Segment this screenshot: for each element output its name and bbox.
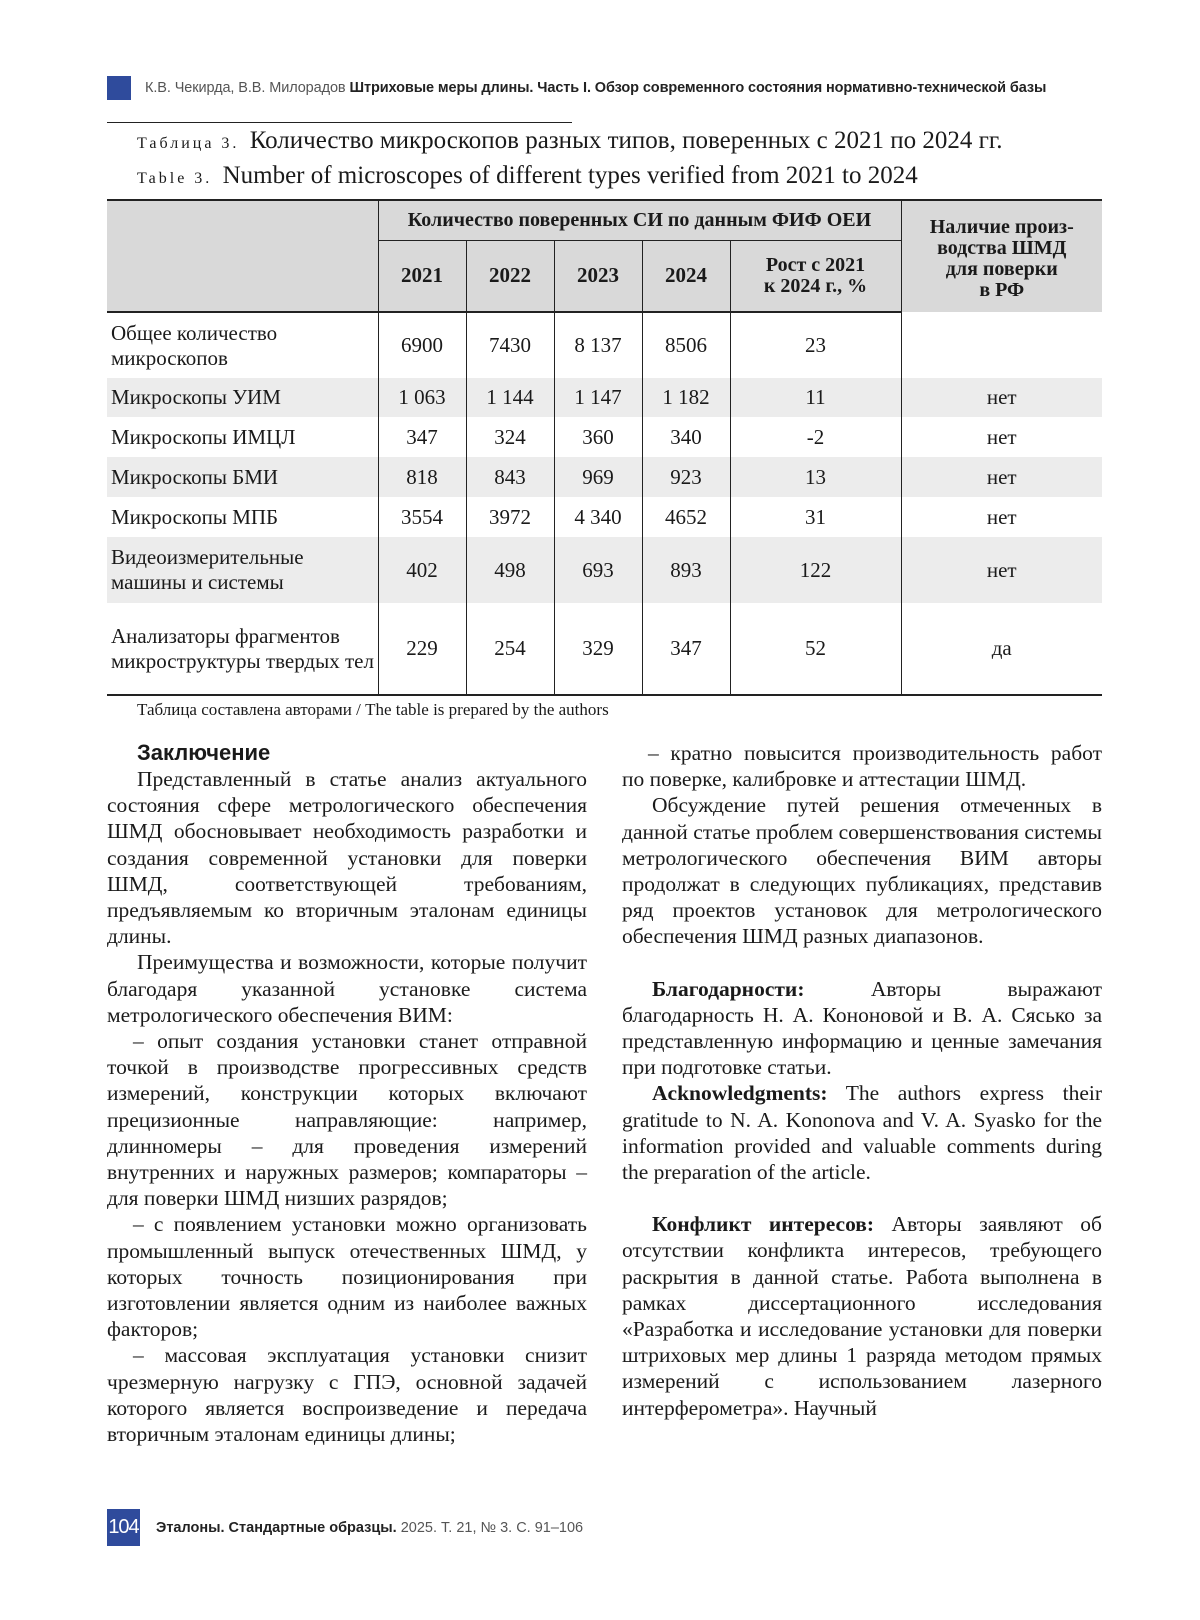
microscopes-table — [107, 199, 1102, 696]
cell-2021: 818 — [378, 457, 466, 497]
cell-2021: 229 — [378, 603, 466, 695]
footer-citation — [156, 1520, 583, 1536]
group-header: Количество поверенных СИ по данным ФИФ ОЕИ — [378, 200, 901, 240]
cell-production: нет — [901, 457, 1102, 497]
cell-2023: 8 137 — [554, 312, 642, 378]
cell-growth: 52 — [730, 603, 901, 695]
cell-2024: 347 — [642, 603, 730, 695]
row-name: Видеоизмерительные машины и системы — [107, 537, 378, 603]
cell-growth: 122 — [730, 537, 901, 603]
section-title-conclusion: Заключение — [137, 740, 271, 765]
cell-production: нет — [901, 537, 1102, 603]
left-column — [107, 740, 587, 1447]
right-column — [622, 740, 1102, 1421]
table-row — [107, 457, 1102, 497]
growth-header-line: Рост с 2021 — [765, 253, 866, 276]
cell-2022: 843 — [466, 457, 554, 497]
row-name: Микроскопы ИМЦЛ — [111, 424, 296, 449]
caption-text-ru: Количество микроскопов разных типов, поверенных с 2021 по 2024 гг. — [249, 127, 1003, 154]
row-name: Микроскопы УИМ — [107, 378, 378, 417]
paragraph: Обсуждение путей решения отмеченных в данной статье проблем совершенствования системы метрологического обеспечения ВИМ авторы продолжат в следующих публикациях, представив ряд проектов установок для метрологического обеспечения ШМД разных диапазонов. — [622, 793, 1102, 949]
header-divider — [107, 122, 572, 123]
cell-2023: 360 — [554, 417, 642, 457]
production-header-line: водства ШМД — [937, 236, 1067, 259]
acknowledgements-ru-label: Благодарности: — [652, 976, 805, 1001]
table-row — [107, 312, 1102, 378]
citation-details: 2025. Т. 21, № 3. С. 91–106 — [396, 1519, 584, 1536]
acknowledgements-ru — [622, 976, 1102, 1081]
table-row — [107, 537, 1102, 603]
table-row — [107, 417, 1102, 457]
table-row — [107, 378, 1102, 417]
production-header-line: Наличие произ- — [929, 215, 1074, 238]
cell-2023: 1 147 — [554, 378, 642, 417]
caption-text-en: Number of microscopes of different types verified from 2021 to 2024 — [222, 162, 918, 189]
cell-growth: 13 — [730, 457, 901, 497]
cell-production: да — [901, 603, 1102, 695]
cell-2021: 6900 — [378, 312, 466, 378]
cell-2021: 402 — [378, 537, 466, 603]
year-header-2023: 2023 — [554, 240, 642, 312]
page-number: 104 — [107, 1509, 140, 1546]
growth-header — [730, 240, 901, 312]
table-row — [107, 603, 1102, 695]
conflict-label: Конфликт интересов: — [652, 1212, 875, 1237]
cell-2024: 893 — [642, 537, 730, 603]
list-item: – массовая эксплуатация установки снизит чрезмерную нагрузку с ГПЭ, основной задачей которого является воспроизведение и передача вторичным эталонам единицы длины; — [107, 1343, 587, 1447]
table-row — [107, 497, 1102, 537]
cell-2023: 969 — [554, 457, 642, 497]
cell-2021: 347 — [378, 417, 466, 457]
growth-header-line: к 2024 г., % — [763, 274, 868, 297]
caption-label-ru: Таблица 3. — [137, 135, 240, 152]
cell-2021: 3554 — [378, 497, 466, 537]
cell-growth: 11 — [730, 378, 901, 417]
cell-2022: 1 144 — [466, 378, 554, 417]
page-footer — [107, 1509, 583, 1546]
cell-growth: -2 — [730, 417, 901, 457]
header-article-title: Штриховые меры длины. Часть I. Обзор современного состояния нормативно-технической базы — [349, 80, 1047, 96]
corner-header-cell — [107, 200, 378, 312]
cell-2022: 498 — [466, 537, 554, 603]
caption-label-en: Table 3. — [137, 170, 213, 187]
year-header-2021: 2021 — [378, 240, 466, 312]
acknowledgements-ru-text: Авторы выражают благодарность Н. А. Кононовой и В. А. Сясько за представленную информацию и ценные замечания при подготовке статьи. — [622, 976, 1102, 1080]
cell-2024: 4652 — [642, 497, 730, 537]
header-authors: К.В. Чекирда, В.В. Милорадов — [145, 80, 346, 96]
table-caption-ru — [137, 127, 1003, 155]
production-header — [901, 200, 1102, 312]
cell-2023: 329 — [554, 603, 642, 695]
paragraph: Представленный в статье анализ актуального состояния сфере метрологического обеспечения ШМД обосновывает необходимость разработки и создания современной установки для поверки ШМД, соответствующей требованиям, предъявляемым ко вторичным эталонам единицы длины. — [107, 767, 587, 949]
list-item: – с появлением установки можно организовать промышленный выпуск отечественных ШМД, у которых точность позиционирования при изготовлении является одним из наиболее важных факторов; — [107, 1212, 587, 1342]
table-source-note: Таблица составлена авторами / The table is prepared by the authors — [137, 700, 609, 719]
cell-production: нет — [901, 378, 1102, 417]
acknowledgements-en — [622, 1080, 1102, 1185]
table-caption-en — [137, 162, 918, 190]
production-header-line: для поверки — [945, 257, 1058, 280]
cell-2022: 254 — [466, 603, 554, 695]
row-name: Общее количество микроскопов — [111, 320, 278, 370]
row-name: Микроскопы МПБ — [111, 504, 279, 529]
cell-2021: 1 063 — [378, 378, 466, 417]
list-item: – кратно повысится производительность работ по поверке, калибровке и аттестации ШМД. — [622, 741, 1102, 792]
header-text — [145, 80, 1046, 96]
cell-2022: 7430 — [466, 312, 554, 378]
row-name: Микроскопы БМИ — [107, 457, 378, 497]
cell-2024: 1 182 — [642, 378, 730, 417]
cell-2024: 923 — [642, 457, 730, 497]
cell-2024: 8506 — [642, 312, 730, 378]
acknowledgements-en-label: Acknowledgments: — [652, 1081, 828, 1106]
journal-name: Эталоны. Стандартные образцы. — [156, 1519, 397, 1536]
cell-growth: 23 — [730, 312, 901, 378]
row-name: Анализаторы фрагментов микроструктуры твердых тел — [107, 603, 378, 695]
running-header — [107, 76, 1046, 100]
cell-growth: 31 — [730, 497, 901, 537]
cell-2022: 3972 — [466, 497, 554, 537]
conflict-of-interest — [622, 1211, 1102, 1421]
cell-2022: 324 — [466, 417, 554, 457]
cell-2024: 340 — [642, 417, 730, 457]
year-header-2022: 2022 — [466, 240, 554, 312]
cell-production — [901, 312, 1102, 378]
cell-2023: 693 — [554, 537, 642, 603]
cell-production: нет — [901, 417, 1102, 457]
cell-production: нет — [901, 497, 1102, 537]
conflict-text: Авторы заявляют об отсутствии конфликта интересов, требующего раскрытия в данной статье. Работа выполнена в рамках диссертационного исследования «Разработка и исследование установки для поверки штриховых мер длины 1 разряда методом прямых измерений с использованием лазерного интерферометра». Научный — [622, 1212, 1102, 1420]
year-header-2024: 2024 — [642, 240, 730, 312]
list-item: – опыт создания установки станет отправной точкой в производстве прогрессивных средств измерений, конструкции которых включают прецизионные направляющие: например, длинномеры – для проведения измерений внутренних и наружных размеров; компараторы – для поверки ШМД низших разрядов; — [107, 1029, 587, 1211]
paragraph: Преимущества и возможности, которые получит благодаря указанной установке система метрологического обеспечения ВИМ: — [107, 950, 587, 1027]
production-header-line: в РФ — [979, 278, 1025, 301]
brand-square-icon — [107, 76, 131, 100]
acknowledgements-en-text: The authors express their gratitude to N. A. Kononova and V. A. Syasko for the information provided and valuable comments during the preparation of the article. — [622, 1081, 1102, 1185]
cell-2023: 4 340 — [554, 497, 642, 537]
